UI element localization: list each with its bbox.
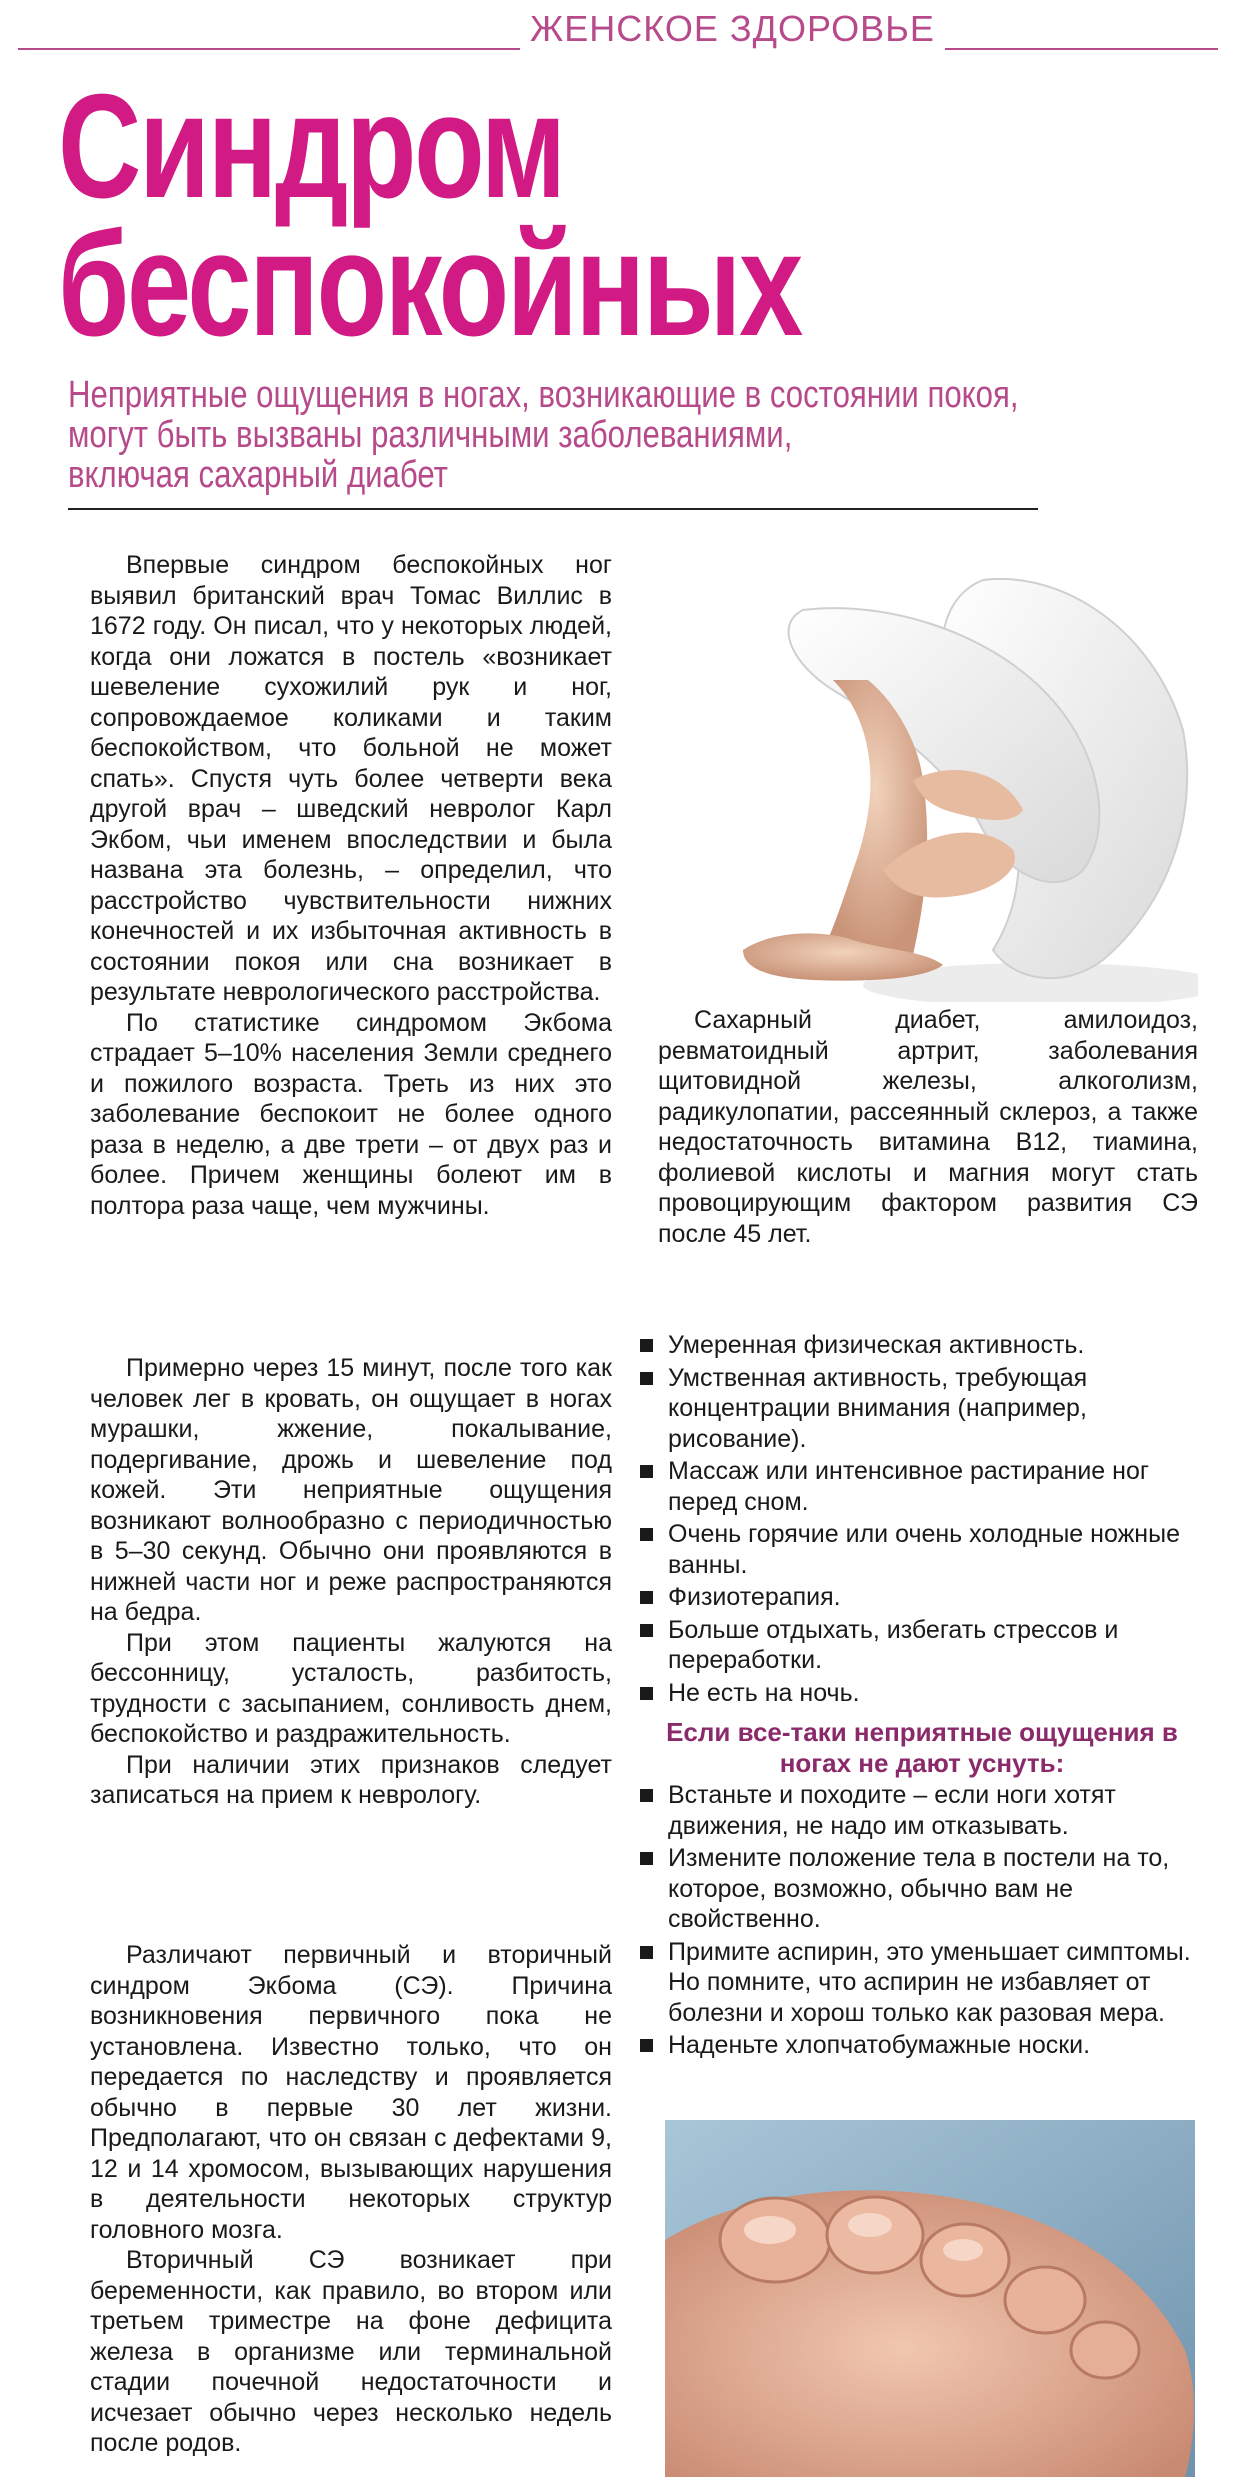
square-bullet-icon [640, 1624, 653, 1637]
paragraph-secondary: Вторичный СЭ возникает при беременности, как правило, во втором или третьем триместре на фоне дефицита железа в организме или терминальной стадии почечной недостаточности и исчезает обычно через несколько недель после родов. [90, 2246, 612, 2457]
list-item: Примите аспирин, это уменьшает симптомы. Но помните, что аспирин не избавляет от болезни и хорош только как разовая мера. [640, 1937, 1200, 2029]
title-line-1: Синдром [58, 64, 564, 229]
square-bullet-icon [640, 1465, 653, 1478]
subheading-sleep: Если все-таки неприятные ощущения в ногах не дают уснуть: [666, 1717, 1178, 1778]
list-item: Умственная активность, требующая концентрации внимания (например, рисование). [640, 1363, 1200, 1455]
paragraph-symptoms: Примерно через 15 минут, после того как человек лег в кровать, он ощущает в ногах мурашки, жжение, покалывание, подергивание, дрожь и шевеление под кожей. Эти неприятные ощущения возникают волнообразно с периодичностью в 5–30 секунд. Обычно они проявляются в нижней части ног и реже распространяются на бедра. [90, 1354, 612, 1626]
lead-line-3: включая сахарный диабет [68, 454, 448, 496]
paragraph-causes: Сахарный диабет, амилоидоз, ревматоидный артрит, заболевания щитовидной железы, алкоголизм, радикулопатии, рассеянный склероз, а также недостаточность витамина В12, тиамина, фолиевой кислоты и магния могут стать провоцирующим фактором развития СЭ после 45 лет. [658, 1006, 1198, 1248]
left-column-block-1 [90, 550, 612, 1221]
left-column-block-2 [90, 1353, 612, 1811]
square-bullet-icon [640, 1687, 653, 1700]
list-item: Массаж или интенсивное растирание ног перед сном. [640, 1456, 1200, 1517]
list-item: Очень горячие или очень холодные ножные ванны. [640, 1519, 1200, 1580]
foot-illustration [665, 2120, 1195, 2477]
square-bullet-icon [640, 1528, 653, 1541]
tips-list [640, 1330, 1200, 1710]
list-item: Встаньте и походите – если ноги хотят движения, не надо им отказывать. [640, 1780, 1200, 1841]
tips-list-2 [640, 1780, 1200, 2063]
paragraph-history: Впервые синдром беспокойных ног выявил британский врач Томас Виллис в 1672 году. Он писал, что у некоторых людей, когда они ложатся в постель «возникает шевеление сухожилий рук и ног, сопровождаемое коликами и таким беспокойством, что больной не может спать». Спустя чуть более четверти века другой врач – шведский невролог Карл Экбом, чьи именем впоследствии и была названа эта болезнь, – определил, что расстройство чувствительности нижних конечностей и их избыточная активность в состоянии покоя или сна возникает в результате неврологического расстройства. [90, 551, 612, 1006]
list-item: Больше отдыхать, избегать стрессов и переработки. [640, 1615, 1200, 1676]
photo-foot-closeup [665, 2120, 1195, 2477]
square-bullet-icon [640, 1339, 653, 1352]
square-bullet-icon [640, 1852, 653, 1865]
paragraph-complaints: При этом пациенты жалуются на бессонницу, усталость, разбитость, трудности с засыпанием, сонливость днем, беспокойство и раздражительность. [90, 1628, 612, 1748]
lead-rule [68, 508, 1038, 510]
photo-woman-legs [683, 570, 1198, 1002]
list-item: Умеренная физическая активность. [640, 1330, 1200, 1361]
square-bullet-icon [640, 1789, 653, 1802]
article-title [58, 64, 801, 367]
square-bullet-icon [640, 2039, 653, 2052]
list-item: Наденьте хлопчатобумажные носки. [640, 2030, 1200, 2061]
paragraph-statistics: По статистике синдромом Экбома страдает 5–10% населения Земли среднего и пожилого возраста. Треть из них это заболевание беспокоит не более одного раза в неделю, а две трети – от двух раз и более. Причем женщины болеют им в полтора раза чаще, чем мужчины. [90, 1008, 612, 1220]
lead-line-1: Неприятные ощущения в ногах, возникающие в состоянии покоя, [68, 374, 1019, 416]
square-bullet-icon [640, 1372, 653, 1385]
list-item: Не есть на ночь. [640, 1678, 1200, 1709]
left-column-block-3 [90, 1940, 612, 2459]
legs-illustration [683, 570, 1198, 1002]
title-line-2: беспокойных [58, 202, 801, 367]
square-bullet-icon [640, 1946, 653, 1959]
list-item: Измените положение тела в постели на то, которое, возможно, обычно вам не свойственно. [640, 1843, 1200, 1935]
paragraph-advice: При наличии этих признаков следует записаться на прием к неврологу. [90, 1750, 612, 1809]
rubric-label: ЖЕНСКОЕ ЗДОРОВЬЕ [520, 8, 945, 50]
lead-line-2: могут быть вызваны различными заболеваниями, [68, 414, 793, 456]
right-column-block-1 [658, 1005, 1198, 1249]
lead-paragraph [68, 375, 1036, 495]
paragraph-primary: Различают первичный и вторичный синдром Экбома (СЭ). Причина возникновения первичного пока не установлена. Известно только, что он передается по наследству и проявляется обычно в первые 30 лет жизни. Предполагают, что он связан с дефектами 9, 12 и 14 хромосом, вызывающих нарушения в деятельности некоторых структур головного мозга. [90, 1941, 612, 2244]
square-bullet-icon [640, 1591, 653, 1604]
list-item: Физиотерапия. [640, 1582, 1200, 1613]
